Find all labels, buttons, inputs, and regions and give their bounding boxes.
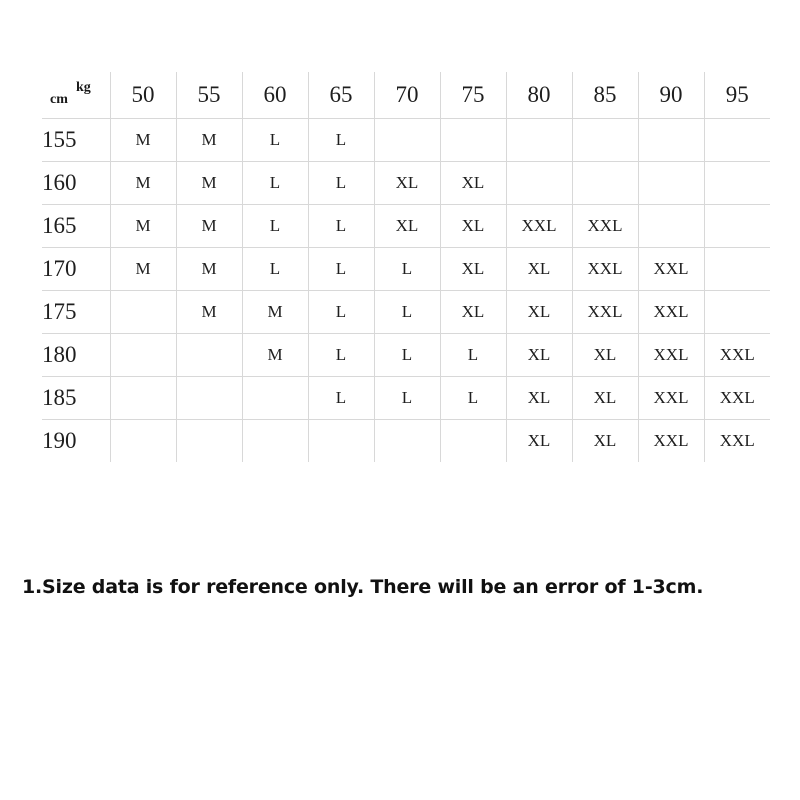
size-cell: [374, 420, 440, 463]
size-cell: L: [308, 334, 374, 377]
weight-header-row: [42, 72, 770, 119]
size-cell: L: [308, 291, 374, 334]
size-row: [42, 334, 770, 377]
size-cell: XXL: [638, 334, 704, 377]
size-cell: XL: [506, 334, 572, 377]
size-cell: L: [308, 119, 374, 162]
height-unit-label: cm: [50, 92, 68, 107]
size-cell: XL: [506, 291, 572, 334]
size-cell: [176, 334, 242, 377]
weight-header: 65: [308, 72, 374, 119]
size-cell: L: [242, 248, 308, 291]
size-cell: [110, 377, 176, 420]
size-cell: XXL: [572, 291, 638, 334]
size-cell: M: [110, 119, 176, 162]
size-cell: [374, 119, 440, 162]
size-cell: [308, 420, 374, 463]
size-cell: L: [242, 205, 308, 248]
size-cell: XXL: [572, 205, 638, 248]
size-cell: XL: [440, 248, 506, 291]
corner-unit-cell: [42, 72, 110, 119]
weight-header: 60: [242, 72, 308, 119]
weight-header: 85: [572, 72, 638, 119]
size-cell: M: [110, 162, 176, 205]
size-cell: XL: [572, 334, 638, 377]
height-label: 160: [42, 162, 110, 205]
size-disclaimer-note: 1.Size data is for reference only. There will be an error of 1-3cm.: [22, 576, 704, 598]
size-row: [42, 291, 770, 334]
size-cell: [638, 205, 704, 248]
size-cell: [176, 377, 242, 420]
size-cell: [704, 205, 770, 248]
size-cell: L: [374, 248, 440, 291]
size-chart-table: [42, 72, 770, 462]
size-cell: M: [110, 205, 176, 248]
size-cell: XL: [440, 205, 506, 248]
size-cell: XL: [506, 377, 572, 420]
size-cell: XXL: [638, 377, 704, 420]
size-cell: XL: [506, 248, 572, 291]
size-cell: XL: [374, 205, 440, 248]
size-cell: L: [308, 205, 374, 248]
size-cell: M: [176, 162, 242, 205]
size-cell: L: [374, 334, 440, 377]
size-cell: XL: [506, 420, 572, 463]
size-cell: [110, 291, 176, 334]
size-cell: M: [176, 291, 242, 334]
size-row: [42, 420, 770, 463]
size-cell: [704, 162, 770, 205]
height-label: 155: [42, 119, 110, 162]
size-cell: XXL: [638, 248, 704, 291]
size-cell: XXL: [638, 420, 704, 463]
size-cell: XL: [374, 162, 440, 205]
weight-header: 70: [374, 72, 440, 119]
size-cell: [506, 162, 572, 205]
size-cell: XL: [572, 377, 638, 420]
size-cell: XXL: [704, 420, 770, 463]
size-row: [42, 162, 770, 205]
size-cell: M: [176, 119, 242, 162]
size-cell: XXL: [506, 205, 572, 248]
size-row: [42, 205, 770, 248]
size-cell: [440, 119, 506, 162]
size-cell: XXL: [572, 248, 638, 291]
height-label: 190: [42, 428, 77, 453]
size-cell: XL: [440, 291, 506, 334]
size-cell: XL: [440, 162, 506, 205]
size-cell: L: [242, 162, 308, 205]
height-label: 175: [42, 291, 110, 334]
weight-header: 75: [440, 72, 506, 119]
size-cell: L: [242, 119, 308, 162]
size-row: [42, 119, 770, 162]
size-cell: [440, 420, 506, 463]
size-cell: [506, 119, 572, 162]
size-cell: XXL: [704, 334, 770, 377]
size-cell: [242, 377, 308, 420]
size-cell: L: [440, 334, 506, 377]
size-cell: [110, 420, 176, 463]
size-cell: XXL: [638, 291, 704, 334]
height-label: 165: [42, 205, 110, 248]
weight-header: 95: [704, 72, 770, 119]
weight-unit-label: kg: [76, 80, 91, 95]
weight-header: 50: [110, 72, 176, 119]
weight-header: 80: [506, 72, 572, 119]
size-cell: M: [242, 291, 308, 334]
size-cell: [638, 162, 704, 205]
size-cell: [572, 119, 638, 162]
size-chart: [42, 72, 764, 460]
size-cell: [704, 291, 770, 334]
height-label: 170: [42, 248, 110, 291]
size-cell: M: [110, 248, 176, 291]
size-cell: [110, 334, 176, 377]
height-label: 185: [42, 377, 110, 420]
size-cell: [242, 420, 308, 463]
size-cell: L: [440, 377, 506, 420]
size-cell: XL: [572, 420, 638, 463]
size-cell: [704, 248, 770, 291]
size-cell: M: [176, 205, 242, 248]
size-cell: M: [242, 334, 308, 377]
weight-header: 90: [638, 72, 704, 119]
size-cell: [572, 162, 638, 205]
size-row: [42, 248, 770, 291]
size-cell: M: [176, 248, 242, 291]
size-cell: L: [308, 248, 374, 291]
size-cell: [704, 119, 770, 162]
size-cell: [638, 119, 704, 162]
height-label: 180: [42, 334, 110, 377]
size-cell: L: [374, 377, 440, 420]
size-cell: L: [308, 377, 374, 420]
size-cell: L: [374, 291, 440, 334]
weight-header: 55: [176, 72, 242, 119]
size-cell: L: [308, 162, 374, 205]
size-cell: XXL: [704, 377, 770, 420]
size-cell: [176, 420, 242, 463]
size-row: [42, 377, 770, 420]
